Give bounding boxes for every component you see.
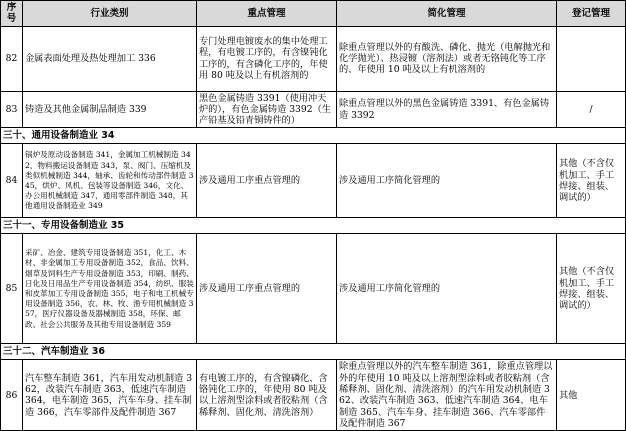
registration-management-cell xyxy=(557,26,626,91)
industry-cell: 汽车整车制造 361，汽车用发动机制造 362，改装汽车制造 363，低速汽车制造 364，电车制造 365，汽车车身、挂车制造 366，汽车零部件及配件制造 367 xyxy=(23,360,197,431)
registration-management-cell: 其他（不含仅机加工、手工焊接、组装、调试的） xyxy=(557,144,626,218)
header-key-management: 重点管理 xyxy=(197,1,337,27)
industry-cell: 采矿、冶金、建筑专用设备制造 351，化工、木材、非金属加工专用设备制造 352，食品、饮料、烟草及饲料生产专用设备制造 353，印刷、制药、日化及日用品生产专用设备制造 354，纺织、服装和皮革加工专用设备制造 355，电子和电工机械专用设备制造 356，农、林、牧、渔专用机械制造 357，医疗仪器设备及器械制造 358，环保、邮政、社会公共服务及其他专用设备制造 359 xyxy=(23,234,197,344)
table-row xyxy=(1,91,626,128)
header-row xyxy=(1,1,626,27)
section-title: 三十、通用设备制造业 34 xyxy=(1,128,626,144)
section-row xyxy=(1,128,626,144)
registration-management-cell: 其他 xyxy=(557,360,626,431)
table-row xyxy=(1,26,626,91)
industry-cell: 锅炉及原动设备制造 341，金属加工机械制造 342，物料搬运设备制造 343，泵、阀门、压缩机及类似机械制造 344，轴承、齿轮和传动部件制造 345，烘炉、风机、包装等设备制造 346，文化、办公用机械制造 347，通用零部件制造 348，其他通用设备制造业 349 xyxy=(23,144,197,218)
registration-management-cell: 其他（不含仅机加工、手工焊接、组装、调试的） xyxy=(557,234,626,344)
key-management-cell: 涉及通用工序重点管理的 xyxy=(197,234,337,344)
simplified-management-cell: 涉及通用工序简化管理的 xyxy=(337,144,557,218)
simplified-management-cell: 除重点管理以外的有酸洗、磷化、抛光（电解抛光和化学抛光）、热浸镀（溶剂法）或者无铬钝化等工序的、年使用 10 吨及以上有机溶剂的 xyxy=(337,26,557,91)
section-row xyxy=(1,218,626,234)
header-simplified-management: 简化管理 xyxy=(337,1,557,27)
seq-cell: 84 xyxy=(1,144,23,218)
simplified-management-cell: 除重点管理以外的汽车整车制造 361，除重点管理以外的年使用 10 吨及以上溶剂型涂料或者胶粘剂（含稀释剂、固化剂、清洗溶剂）的汽车用发动机制造 362、改装汽车制造 363、低速汽车制造 364、电车制造 365、汽车车身、挂车制造 366、汽车零部件及配件制造 367 xyxy=(337,360,557,431)
section-title: 三十二、汽车制造业 36 xyxy=(1,344,626,360)
industry-cell: 金属表面处理及热处理加工 336 xyxy=(23,26,197,91)
table-row xyxy=(1,360,626,431)
section-title: 三十一、专用设备制造业 35 xyxy=(1,218,626,234)
seq-cell: 82 xyxy=(1,26,23,91)
simplified-management-cell: 涉及通用工序简化管理的 xyxy=(337,234,557,344)
key-management-cell: 专门处理电镀废水的集中处理工程，有电镀工序的，有含镍钝化工序的，有含磷化工序的，年使用 80 吨及以上有机溶剂的 xyxy=(197,26,337,91)
simplified-management-cell: 除重点管理以外的黑色金属铸造 3391、有色金属铸造 3392 xyxy=(337,91,557,128)
key-management-cell: 有电镀工序的，有含镍磷化、含铬钝化工序的，年使用 80 吨及以上溶剂型涂料或者胶粘剂（含稀释剂、固化剂、清洗溶剂） xyxy=(197,360,337,431)
registration-management-cell: / xyxy=(557,91,626,128)
key-management-cell: 黑色金属铸造 3391（使用冲天炉的），有色金属铸造 3392（生产铅基及铅青铜铸件的） xyxy=(197,91,337,128)
industry-cell: 铸造及其他金属制品制造 339 xyxy=(23,91,197,128)
seq-cell: 85 xyxy=(1,234,23,344)
header-industry: 行业类别 xyxy=(23,1,197,27)
header-registration-management: 登记管理 xyxy=(557,1,626,27)
seq-cell: 86 xyxy=(1,360,23,431)
section-row xyxy=(1,344,626,360)
seq-cell: 83 xyxy=(1,91,23,128)
table-row xyxy=(1,144,626,218)
key-management-cell: 涉及通用工序重点管理的 xyxy=(197,144,337,218)
table-row xyxy=(1,234,626,344)
header-seq: 序号 xyxy=(1,1,23,27)
